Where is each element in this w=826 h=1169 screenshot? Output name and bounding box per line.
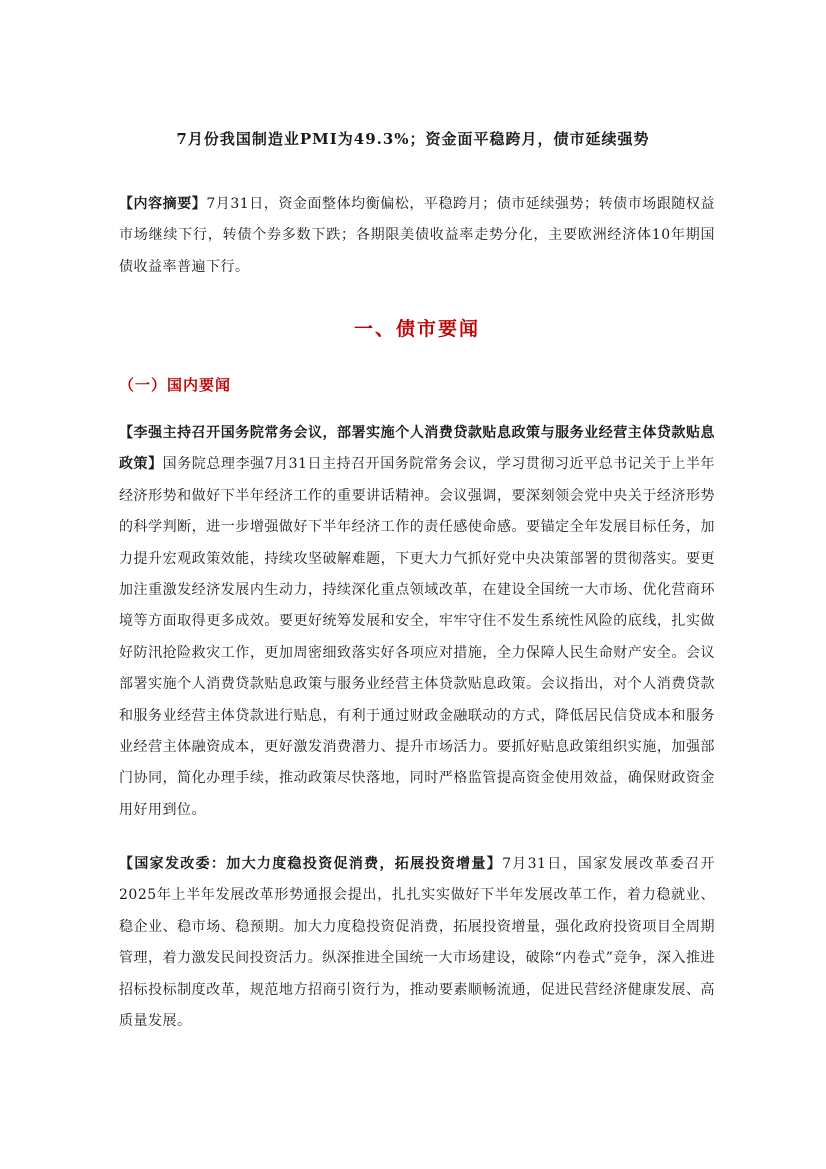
news-item-state-council xyxy=(119,418,715,826)
summary-label: 【内容摘要】 xyxy=(119,196,207,212)
news-body: 7月31日，国家发展改革委召开2025年上半年发展改革形势通报会提出，扎扎实实做好下半年发展改革工作，着力稳就业、稳企业、稳市场、稳预期。加大力度稳投资促消费，拓展投资增量，强化政府投资项目全周期管理，着力激发民间投资活力。纵深推进全国统一大市场建设，破除“内卷式”竞争，深入推进招标投标制度改革，规范地方招商引资行为，推动要素顺畅流通，促进民营经济健康发展、高质量发展。 xyxy=(119,856,715,1030)
news-item-ndrc xyxy=(119,849,715,1037)
section-title: 一、债市要闻 xyxy=(353,318,480,340)
news-headline: 【李强主持召开国务院常务会议，部署实施个人消费贷款贴息政策与服务业经营主体贷款贴息政策】 xyxy=(119,425,715,473)
news-body: 国务院总理李强7月31日主持召开国务院常务会议，学习贯彻习近平总书记关于上半年经济形势和做好下半年经济工作的重要讲话精神。会议强调，要深刻领会党中央关于经济形势的科学判断，进一步增强做好下半年经济工作的责任感使命感。要锚定全年发展目标任务，加力提升宏观政策效能，持续攻坚破解难题，下更大力气抓好党中央决策部署的贯彻落实。要更加注重激发经济发展内生动力，持续深化重点领域改革，在建设全国统一大市场、优化营商环境等方面取得更多成效。要更好统筹发展和安全，牢牢守住不发生系统性风险的底线，扎实做好防汛抢险救灾工作，更加周密细致落实好各项应对措施，全力保障人民生命财产安全。会议部署实施个人消费贷款贴息政策与服务业经营主体贷款贴息政策。会议指出，对个人消费贷款和服务业经营主体贷款进行贴息，有利于通过财政金融联动的方式，降低居民信贷成本和服务业经营主体融资成本，更好激发消费潜力、提升市场活力。要抓好贴息政策组织实施，加强部门协同，简化办理手续，推动政策尽快落地，同时严格监管提高资金使用效益，确保财政资金用好用到位。 xyxy=(119,456,715,818)
subsection-title: （一）国内要闻 xyxy=(119,376,232,394)
document-title: 7月份我国制造业PMI为49.3%；资金面平稳跨月，债市延续强势 xyxy=(176,130,650,148)
summary-paragraph xyxy=(119,189,715,283)
summary-text: 7月31日，资金面整体均衡偏松，平稳跨月；债市延续强势；转债市场跟随权益市场继续下行，转债个券多数下跌；各期限美债收益率走势分化，主要欧洲经济体10年期国债收益率普遍下行。 xyxy=(119,196,715,275)
news-headline: 【国家发改委：加大力度稳投资促消费，拓展投资增量】 xyxy=(119,856,503,872)
